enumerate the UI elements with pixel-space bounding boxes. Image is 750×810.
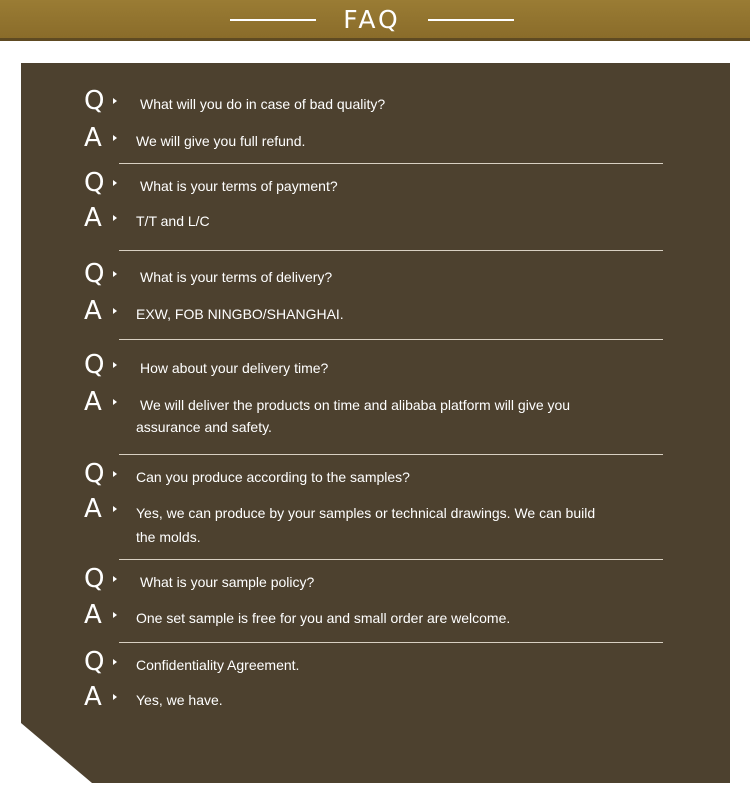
arrow-right-icon — [113, 471, 117, 477]
faq-question-row — [84, 647, 644, 677]
answer-marker: A — [84, 387, 102, 417]
question-marker: Q — [84, 647, 105, 677]
question-marker: Q — [84, 168, 105, 198]
faq-answer-row — [84, 387, 644, 447]
faq-question-row — [84, 259, 644, 289]
question-marker: Q — [84, 564, 105, 594]
faq-divider — [119, 163, 663, 164]
faq-answer-row — [84, 600, 644, 630]
banner-line-left — [230, 19, 316, 21]
faq-answer-row — [84, 123, 644, 153]
faq-question-text: What is your terms of delivery? — [140, 269, 333, 285]
faq-divider — [119, 454, 663, 455]
arrow-right-icon — [113, 694, 117, 700]
answer-marker: A — [84, 203, 102, 233]
arrow-right-icon — [113, 362, 117, 368]
arrow-right-icon — [113, 612, 117, 618]
question-marker: Q — [84, 350, 105, 380]
faq-answer-text: EXW, FOB NINGBO/SHANGHAI. — [136, 306, 344, 322]
faq-divider — [119, 250, 663, 251]
arrow-right-icon — [113, 399, 117, 405]
faq-answer-row — [84, 203, 644, 233]
faq-question-row — [84, 350, 644, 380]
banner-line-right — [428, 19, 514, 21]
faq-divider — [119, 339, 663, 340]
question-marker: Q — [84, 459, 105, 489]
answer-marker: A — [84, 682, 102, 712]
faq-answer-text: We will give you full refund. — [136, 133, 306, 149]
faq-answer-row — [84, 296, 644, 326]
faq-answer-row — [84, 682, 644, 712]
faq-answer-text: Yes, we can produce by your samples or technical drawings. We can build the molds. — [136, 505, 596, 545]
arrow-right-icon — [113, 506, 117, 512]
arrow-right-icon — [113, 180, 117, 186]
faq-answer-text: One set sample is free for you and small order are welcome. — [136, 610, 511, 626]
faq-question-text: What is your terms of payment? — [140, 178, 338, 194]
arrow-right-icon — [113, 576, 117, 582]
arrow-right-icon — [113, 308, 117, 314]
faq-answer-row — [84, 494, 644, 554]
faq-question-text: How about your delivery time? — [140, 360, 329, 376]
faq-divider — [119, 642, 663, 643]
banner-title: FAQ — [343, 5, 401, 34]
faq-question-text: Confidentiality Agreement. — [136, 657, 300, 673]
answer-marker: A — [84, 296, 102, 326]
answer-marker: A — [84, 123, 102, 153]
faq-question-text: What is your sample policy? — [140, 574, 315, 590]
faq-question-row — [84, 168, 644, 198]
faq-divider — [119, 559, 663, 560]
faq-banner — [0, 0, 750, 41]
arrow-right-icon — [113, 135, 117, 141]
question-marker: Q — [84, 259, 105, 289]
answer-marker: A — [84, 494, 102, 524]
question-marker: Q — [84, 86, 105, 116]
faq-answer-text: T/T and L/C — [136, 213, 210, 229]
faq-question-row — [84, 86, 644, 116]
faq-answer-text: We will deliver the products on time and alibaba platform will give you assurance and safety. — [136, 397, 571, 435]
arrow-right-icon — [113, 98, 117, 104]
arrow-right-icon — [113, 659, 117, 665]
faq-question-row — [84, 564, 644, 594]
arrow-right-icon — [113, 215, 117, 221]
answer-marker: A — [84, 600, 102, 630]
arrow-right-icon — [113, 271, 117, 277]
faq-question-row — [84, 459, 644, 489]
faq-question-text: What will you do in case of bad quality? — [140, 96, 386, 112]
faq-question-text: Can you produce according to the samples? — [136, 469, 410, 485]
faq-answer-text: Yes, we have. — [136, 692, 223, 708]
